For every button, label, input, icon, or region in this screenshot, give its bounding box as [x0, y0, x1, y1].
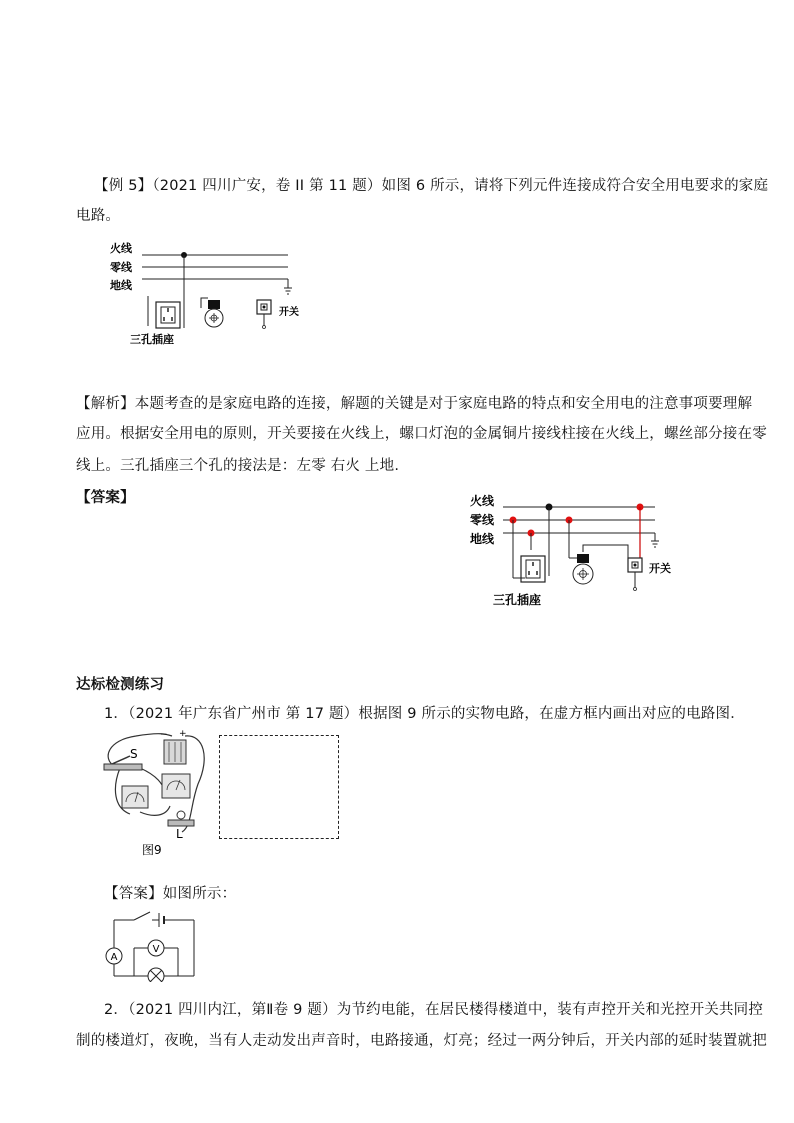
- voltmeter-icon: [162, 774, 190, 798]
- figure9-caption: 图9: [142, 843, 162, 857]
- schematic-lamp-icon: [148, 968, 164, 982]
- question-2-line2: 制的楼道灯，夜晚，当有人走动发出声音时，电路接通，灯亮；经过一两分钟后，开关内部的延时装置就把: [76, 1033, 767, 1049]
- figure9-physical-circuit: [100, 728, 215, 858]
- ground-line-label: 地线: [110, 279, 132, 292]
- analysis-line3: 线上。三孔插座三个孔的接法是：左零 右火 上地.: [76, 458, 400, 474]
- socket-label: 三孔插座: [130, 333, 174, 346]
- three-pin-socket-icon: [156, 302, 180, 328]
- ammeter-label: A: [110, 952, 118, 963]
- schematic-switch-icon: [134, 912, 150, 920]
- neutral-line-label: 零线: [110, 261, 132, 274]
- battery-minus: −: [160, 730, 168, 740]
- answer-circuit-diagram: [96, 906, 206, 982]
- analysis-line1: 【解析】本题考查的是家庭电路的连接，解题的关键是对于家庭电路的特点和安全用电的注意事项要理解: [76, 396, 753, 412]
- fire-line-label: 火线: [110, 242, 132, 255]
- answer-ground-label: 地线: [470, 532, 495, 546]
- answer-socket-label: 三孔插座: [493, 593, 542, 607]
- switch-s-label: S: [130, 747, 138, 761]
- analysis-line2: 应用。根据安全用电的原则，开关要接在火线上，螺口灯泡的金属铜片接线柱接在火线上，螺丝部分接在零: [76, 426, 767, 442]
- question-2-line1: 2．（2021 四川内江，第Ⅱ卷 9 题）为节约电能，在居民楼得楼道中，装有声控开关和光控开关共同控: [104, 1002, 764, 1018]
- bulb-base-icon: [208, 300, 220, 309]
- voltmeter-label: V: [152, 944, 160, 955]
- question-1-answer-label: 【答案】如图所示：: [104, 886, 237, 902]
- answer-bulb-base-icon: [577, 554, 589, 563]
- example5-line2: 电路。: [76, 208, 121, 224]
- question-1: 1．（2021 年广东省广州市 第 17 题）根据图 9 所示的实物电路，在虚方框内画出对应的电路图．: [104, 706, 745, 722]
- answer-household-circuit: [465, 490, 695, 610]
- answer-dashed-box: [219, 735, 339, 839]
- lamp-holder-icon: [168, 820, 194, 826]
- lamp-icon: [177, 811, 185, 819]
- ammeter-icon: [122, 786, 148, 808]
- practice-heading: 达标检测练习: [76, 677, 165, 693]
- example5-line1: 【例 5】（2021 四川广安，卷 II 第 11 题）如图 6 所示，请将下列元件连接成符合安全用电要求的家庭: [94, 178, 769, 194]
- battery-plus: +: [179, 729, 187, 739]
- switch-icon: [104, 764, 142, 770]
- lamp-l-label: L: [176, 827, 183, 841]
- answer-label: 【答案】: [76, 490, 135, 506]
- figure6-household-circuit: [100, 236, 310, 348]
- switch-label: 开关: [279, 307, 299, 318]
- answer-fire-label: 火线: [470, 494, 495, 508]
- answer-switch-label: 开关: [649, 562, 671, 575]
- answer-neutral-label: 零线: [470, 513, 495, 527]
